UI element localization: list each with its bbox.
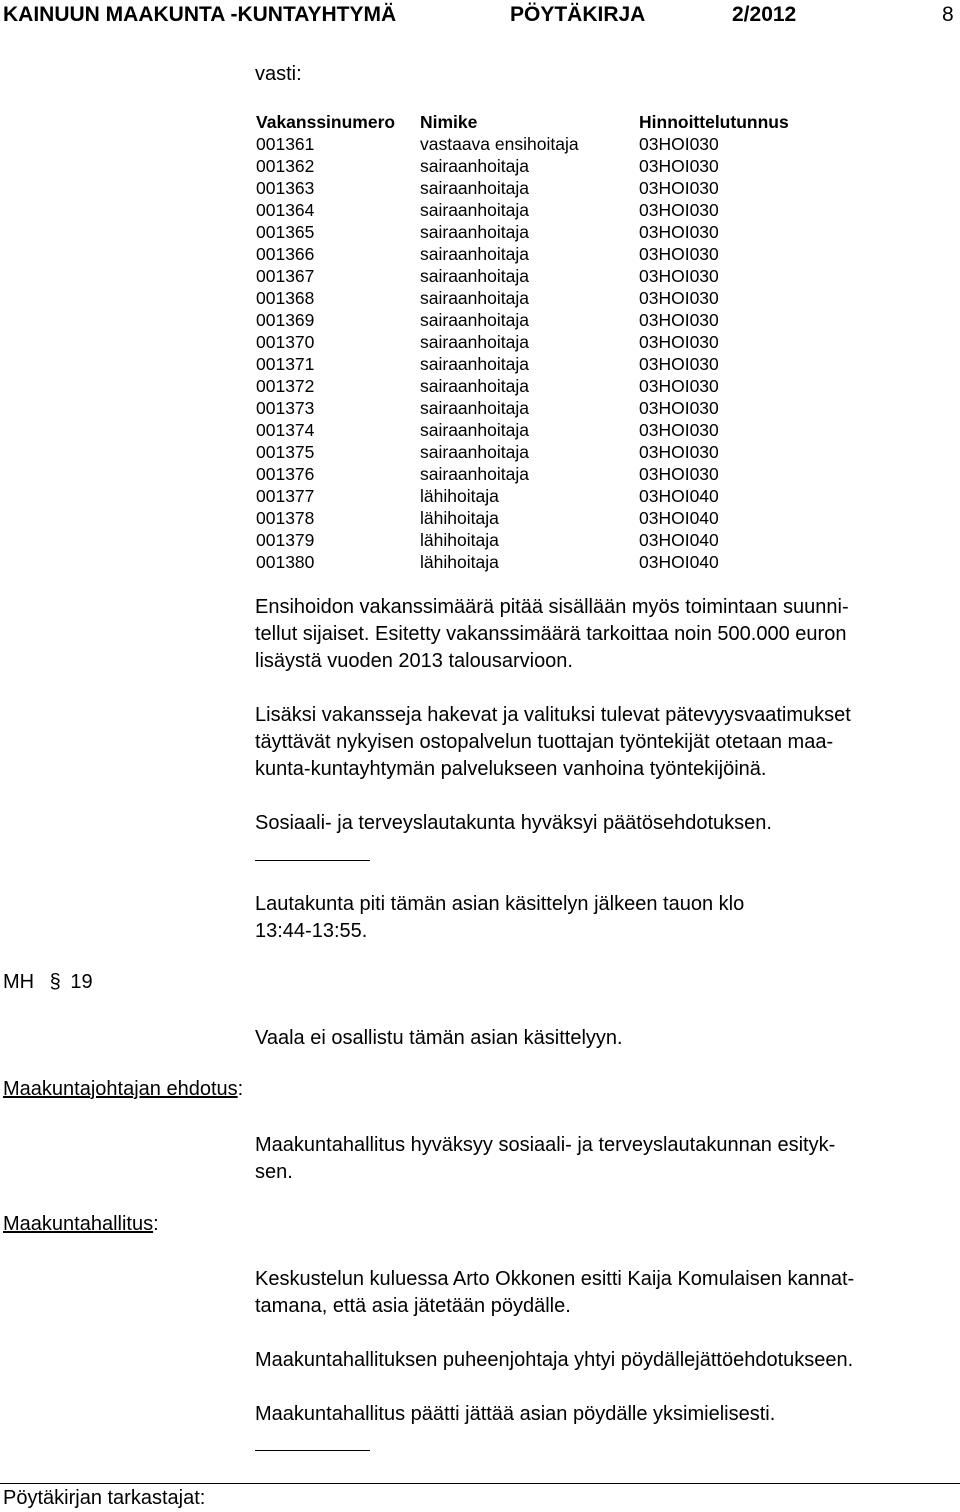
paragraph-line: Maakuntahallitus päätti jättää asian pöydälle yksimielisesti. [255, 1403, 776, 1425]
column-header-pricing-code: Hinnoittelutunnus [639, 112, 789, 132]
paragraph-line: kunta-kuntayhtymän palvelukseen vanhoina työntekijöinä. [255, 758, 767, 780]
section-divider [255, 860, 370, 861]
vacancy-number-cell: 001362 [256, 156, 315, 176]
paragraph-line: Sosiaali- ja terveyslautakunta hyväksyi päätösehdotuksen. [255, 812, 772, 834]
organization-title: KAINUUN MAAKUNTA -KUNTAYHTYMÄ [3, 3, 397, 26]
title-cell: lähihoitaja [420, 530, 499, 550]
vacancy-number-cell: 001371 [256, 354, 315, 374]
paragraph-line: Maakuntahallituksen puheenjohtaja yhtyi pöydällejättöehdotukseen. [255, 1349, 854, 1371]
board-label [3, 1213, 159, 1236]
title-cell: sairaanhoitaja [420, 354, 529, 374]
vacancy-number-cell: 001377 [256, 486, 315, 506]
pricing-code-cell: 03HOI030 [639, 310, 719, 330]
pricing-code-cell: 03HOI030 [639, 156, 719, 176]
pricing-code-cell: 03HOI030 [639, 464, 719, 484]
vacancy-number-cell: 001364 [256, 200, 315, 220]
vacancy-number-cell: 001379 [256, 530, 315, 550]
paragraph-final-decision [255, 1401, 955, 1428]
paragraph-line: Keskustelun kuluessa Arto Okkonen esitti Kaija Komulaisen kannat- [255, 1268, 855, 1290]
title-cell: lähihoitaja [420, 508, 499, 528]
title-cell: sairaanhoitaja [420, 376, 529, 396]
pricing-code-cell: 03HOI040 [639, 486, 719, 506]
paragraph-tauko [255, 891, 955, 945]
proposal-label [3, 1078, 243, 1101]
paragraph-line: Lisäksi vakansseja hakevat ja valituksi tulevat pätevyysvaatimukset [255, 704, 851, 726]
pricing-code-cell: 03HOI030 [639, 376, 719, 396]
label-colon: : [153, 1213, 159, 1235]
pricing-code-cell: 03HOI030 [639, 354, 719, 374]
label-colon: : [237, 1078, 244, 1100]
title-cell: sairaanhoitaja [420, 244, 529, 264]
title-cell: sairaanhoitaja [420, 288, 529, 308]
pricing-code-cell: 03HOI030 [639, 442, 719, 462]
section-divider [255, 1450, 370, 1451]
paragraph-keskustelu [255, 1266, 955, 1320]
paragraph-line: Lautakunta piti tämän asian käsittelyn jälkeen tauon klo [255, 893, 745, 915]
vacancy-number-cell: 001372 [256, 376, 315, 396]
pricing-code-cell: 03HOI030 [639, 244, 719, 264]
board-label-text: Maakuntahallitus [3, 1213, 154, 1235]
checkers-label: Pöytäkirjan tarkastajat: [3, 1487, 206, 1509]
title-cell: sairaanhoitaja [420, 200, 529, 220]
paragraph-line: tellut sijaiset. Esitetty vakanssimäärä tarkoittaa noin 500.000 euron [255, 623, 847, 645]
vacancy-number-cell: 001366 [256, 244, 315, 264]
column-header-title: Nimike [420, 112, 478, 132]
footer-rule [0, 1483, 960, 1484]
document-number: 2/2012 [732, 3, 797, 26]
title-cell: lähihoitaja [420, 552, 499, 572]
intro-label: vasti: [255, 63, 302, 85]
vacancy-number-cell: 001373 [256, 398, 315, 418]
pricing-code-cell: 03HOI030 [639, 222, 719, 242]
vacancy-number-cell: 001374 [256, 420, 315, 440]
vacancy-number-cell: 001365 [256, 222, 315, 242]
paragraph-puheenjohtaja [255, 1347, 955, 1374]
pricing-code-cell: 03HOI040 [639, 552, 719, 572]
pricing-code-cell: 03HOI040 [639, 530, 719, 550]
section-heading [3, 971, 93, 994]
title-cell: sairaanhoitaja [420, 266, 529, 286]
title-cell: vastaava ensihoitaja [420, 134, 579, 154]
paragraph-line: lisäystä vuoden 2013 talousarvioon. [255, 650, 573, 672]
title-cell: sairaanhoitaja [420, 222, 529, 242]
vacancy-number-cell: 001363 [256, 178, 315, 198]
paragraph-line: sen. [255, 1161, 293, 1183]
paragraph-lautakunta-decision [255, 810, 955, 837]
paragraph-proposal [255, 1132, 955, 1186]
paragraph-line: täyttävät nykyisen ostopalvelun tuottajan työntekijät otetaan maa- [255, 731, 834, 753]
column-header-vacancy-number: Vakanssinumero [256, 112, 396, 132]
paragraph-line: Ensihoidon vakanssimäärä pitää sisällään myös toimintaan suunni- [255, 596, 849, 618]
title-cell: sairaanhoitaja [420, 332, 529, 352]
vacancy-number-cell: 001370 [256, 332, 315, 352]
section-prefix: MH [3, 971, 35, 993]
pricing-code-cell: 03HOI030 [639, 288, 719, 308]
title-cell: sairaanhoitaja [420, 178, 529, 198]
pricing-code-cell: 03HOI030 [639, 178, 719, 198]
title-cell: sairaanhoitaja [420, 442, 529, 462]
proposal-label-text: Maakuntajohtajan ehdotus [3, 1078, 238, 1100]
title-cell: sairaanhoitaja [420, 310, 529, 330]
title-cell: sairaanhoitaja [420, 464, 529, 484]
vacancy-number-cell: 001376 [256, 464, 315, 484]
pricing-code-cell: 03HOI030 [639, 398, 719, 418]
vacancy-number-cell: 001368 [256, 288, 315, 308]
vacancy-number-cell: 001369 [256, 310, 315, 330]
title-cell: sairaanhoitaja [420, 420, 529, 440]
paragraph-lisaksi [255, 702, 955, 783]
section-number: 19 [70, 971, 93, 993]
paragraph-line: tamana, että asia jätetään pöydälle. [255, 1295, 571, 1317]
page-number: 8 [942, 3, 954, 26]
title-cell: sairaanhoitaja [420, 156, 529, 176]
title-cell: lähihoitaja [420, 486, 499, 506]
document-type: PÖYTÄKIRJA [510, 3, 646, 26]
pricing-code-cell: 03HOI030 [639, 200, 719, 220]
vacancy-number-cell: 001367 [256, 266, 315, 286]
vacancy-number-cell: 001375 [256, 442, 315, 462]
paragraph-line: Maakuntahallitus hyväksyy sosiaali- ja terveyslautakunnan esityk- [255, 1134, 836, 1156]
vacancy-number-cell: 001378 [256, 508, 315, 528]
vacancy-number-cell: 001380 [256, 552, 315, 572]
pricing-code-cell: 03HOI030 [639, 134, 719, 154]
pricing-code-cell: 03HOI030 [639, 266, 719, 286]
pricing-code-cell: 03HOI030 [639, 420, 719, 440]
paragraph-line: 13:44-13:55. [255, 920, 368, 942]
title-cell: sairaanhoitaja [420, 398, 529, 418]
pricing-code-cell: 03HOI040 [639, 508, 719, 528]
paragraph-line: Vaala ei osallistu tämän asian käsittelyyn. [255, 1027, 623, 1049]
pricing-code-cell: 03HOI030 [639, 332, 719, 352]
paragraph-ensihoito [255, 594, 955, 675]
paragraph-vaala [255, 1025, 955, 1052]
vacancy-number-cell: 001361 [256, 134, 315, 154]
section-symbol: § [49, 971, 61, 993]
